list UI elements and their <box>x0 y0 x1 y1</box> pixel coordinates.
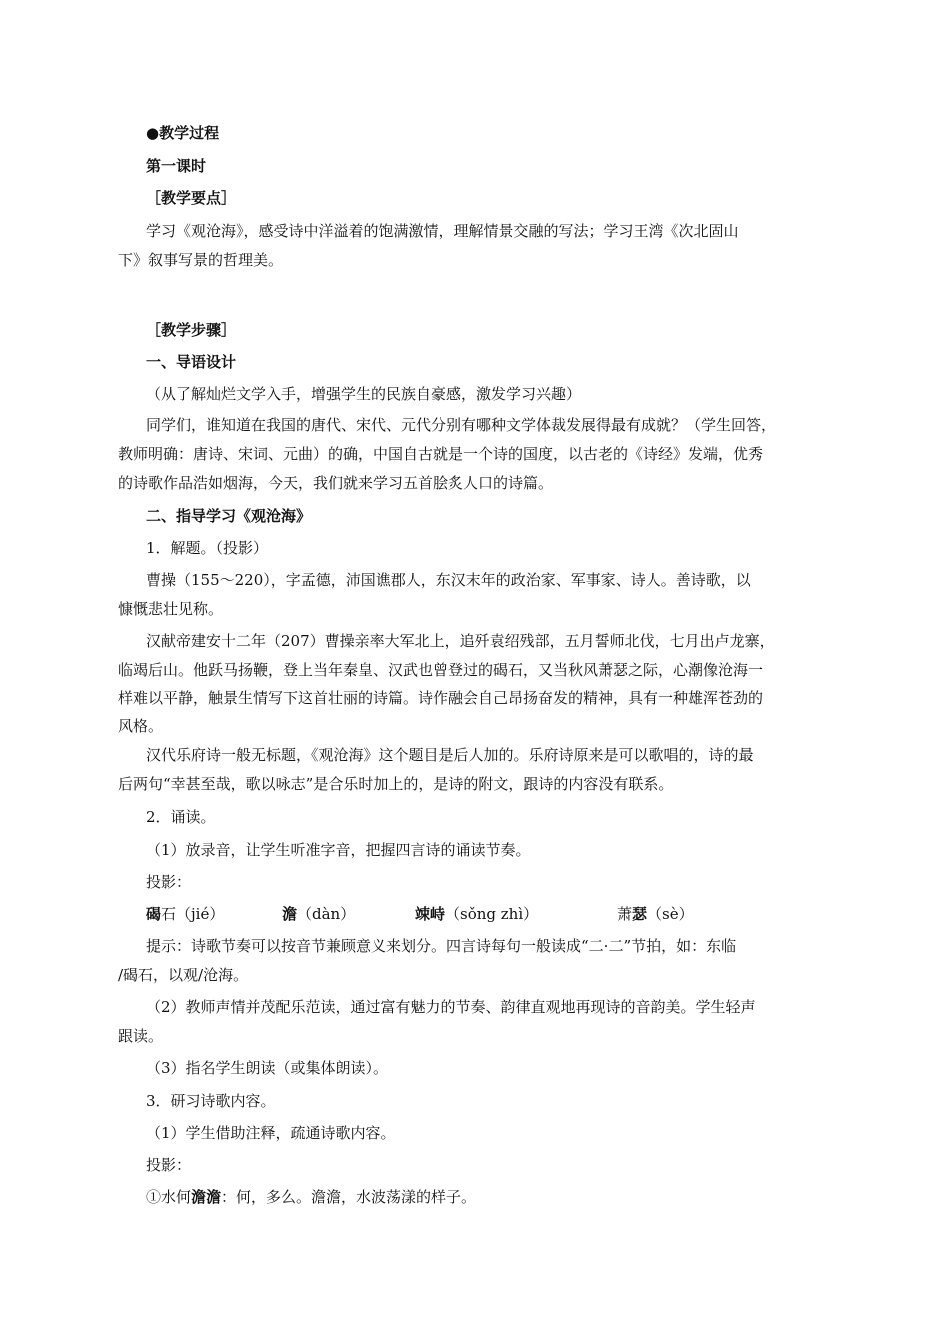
pinyin-word: 碣 <box>146 905 162 923</box>
pinyin-reading: （sè） <box>647 905 694 923</box>
section-title: ●教学过程 <box>146 124 220 142</box>
pinyin-reading: （sǒng zhì） <box>445 905 539 923</box>
bio-line-1: 曹操（155～220），字孟德，沛国谯郡人，东汉末年的政治家、军事家、诗人。善诗歌，以 <box>146 571 751 589</box>
pinyin-entry-2 <box>282 904 355 924</box>
part1-paragraph-line-2: 教师明确：唐诗、宋词、元曲）的确，中国自古就是一个诗的国度，以古老的《诗经》发端，优秀 <box>118 445 764 463</box>
projection-label-1: 投影： <box>146 873 192 891</box>
pinyin-word: 瑟 <box>632 905 648 923</box>
key-points-label: ［教学要点］ <box>146 189 237 207</box>
item-2-1: （1）放录音，让学生听准字音，把握四言诗的诵读节奏。 <box>146 841 531 859</box>
item-2-2-line-1: （2）教师声情并茂配乐范读，通过富有魅力的节奏、韵律直观地再现诗的音韵美。学生轻声 <box>146 998 756 1016</box>
projection-label-2: 投影： <box>146 1156 192 1174</box>
pinyin-word: 竦峙 <box>415 905 446 923</box>
part1-title: 一、导语设计 <box>146 353 237 371</box>
lesson-title: 第一课时 <box>146 157 207 175</box>
pinyin-word: 澹 <box>282 905 298 923</box>
annotation-line <box>146 1187 476 1207</box>
key-points-line-1: 学习《观沧海》，感受诗中洋溢着的饱满激情，理解情景交融的写法；学习王湾《次北固山 <box>146 222 739 240</box>
yuefu-line-1: 汉代乐府诗一般无标题，《观沧海》这个题目是后人加的。乐府诗原来是可以歌唱的，诗的最 <box>146 746 754 764</box>
tip-line-2: /碣石，以观/沧海。 <box>118 966 249 984</box>
pinyin-reading: 石（jié） <box>161 905 225 923</box>
item-3-1: （1）学生借助注释，疏通诗歌内容。 <box>146 1124 396 1142</box>
pinyin-word-plain: 萧 <box>617 905 633 923</box>
annotation-word: 澹澹 <box>191 1188 222 1206</box>
part1-note: （从了解灿烂文学入手，增强学生的民族自豪感，激发学习兴趣） <box>146 385 582 403</box>
pinyin-entry-1 <box>146 904 224 924</box>
background-line-2: 临竭后山。他跃马扬鞭，登上当年秦皇、汉武也曾登过的碣石，又当秋风萧瑟之际，心潮像沧海一 <box>118 661 764 679</box>
pinyin-entry-4 <box>617 904 694 924</box>
key-points-line-2: 下》叙事写景的哲理美。 <box>118 251 284 269</box>
item-1: 1．解题。（投影） <box>146 539 269 557</box>
pinyin-reading: （dàn） <box>297 905 356 923</box>
annotation-prefix: ①水何 <box>146 1188 192 1206</box>
background-line-4: 风格。 <box>118 717 164 735</box>
part1-paragraph-line-1: 同学们，谁知道在我国的唐代、宋代、元代分别有哪种文学体裁发展得最有成就？（学生回答， <box>146 416 777 434</box>
item-3: 3．研习诗歌内容。 <box>146 1092 276 1110</box>
pinyin-entry-3 <box>415 904 538 924</box>
item-2-3: （3）指名学生朗读（或集体朗读）。 <box>146 1059 389 1077</box>
yuefu-line-2: 后两句“幸甚至哉，歌以咏志”是合乐时加上的，是诗的附文，跟诗的内容没有联系。 <box>118 775 674 793</box>
part2-title: 二、指导学习《观沧海》 <box>146 507 312 525</box>
background-line-3: 样难以平静，触景生情写下这首壮丽的诗篇。诗作融会自己昂扬奋发的精神，具有一种雄浑苍劲的 <box>118 689 764 707</box>
annotation-text: ：何，多么。澹澹，水波荡漾的样子。 <box>221 1188 477 1206</box>
part1-paragraph-line-3: 的诗歌作品浩如烟海，今天，我们就来学习五首脍炙人口的诗篇。 <box>118 474 554 492</box>
steps-label: ［教学步骤］ <box>146 321 237 339</box>
bio-line-2: 慷慨悲壮见称。 <box>118 600 224 618</box>
item-2-2-line-2: 跟读。 <box>118 1027 164 1045</box>
tip-line-1: 提示：诗歌节奏可以按音节兼顾意义来划分。四言诗每句一般读成“二·二”节拍，如：东临 <box>146 937 737 955</box>
item-2: 2．诵读。 <box>146 808 216 826</box>
background-line-1: 汉献帝建安十二年（207）曹操亲率大军北上，追歼袁绍残部，五月誓师北伐，七月出卢龙寨， <box>146 632 775 650</box>
